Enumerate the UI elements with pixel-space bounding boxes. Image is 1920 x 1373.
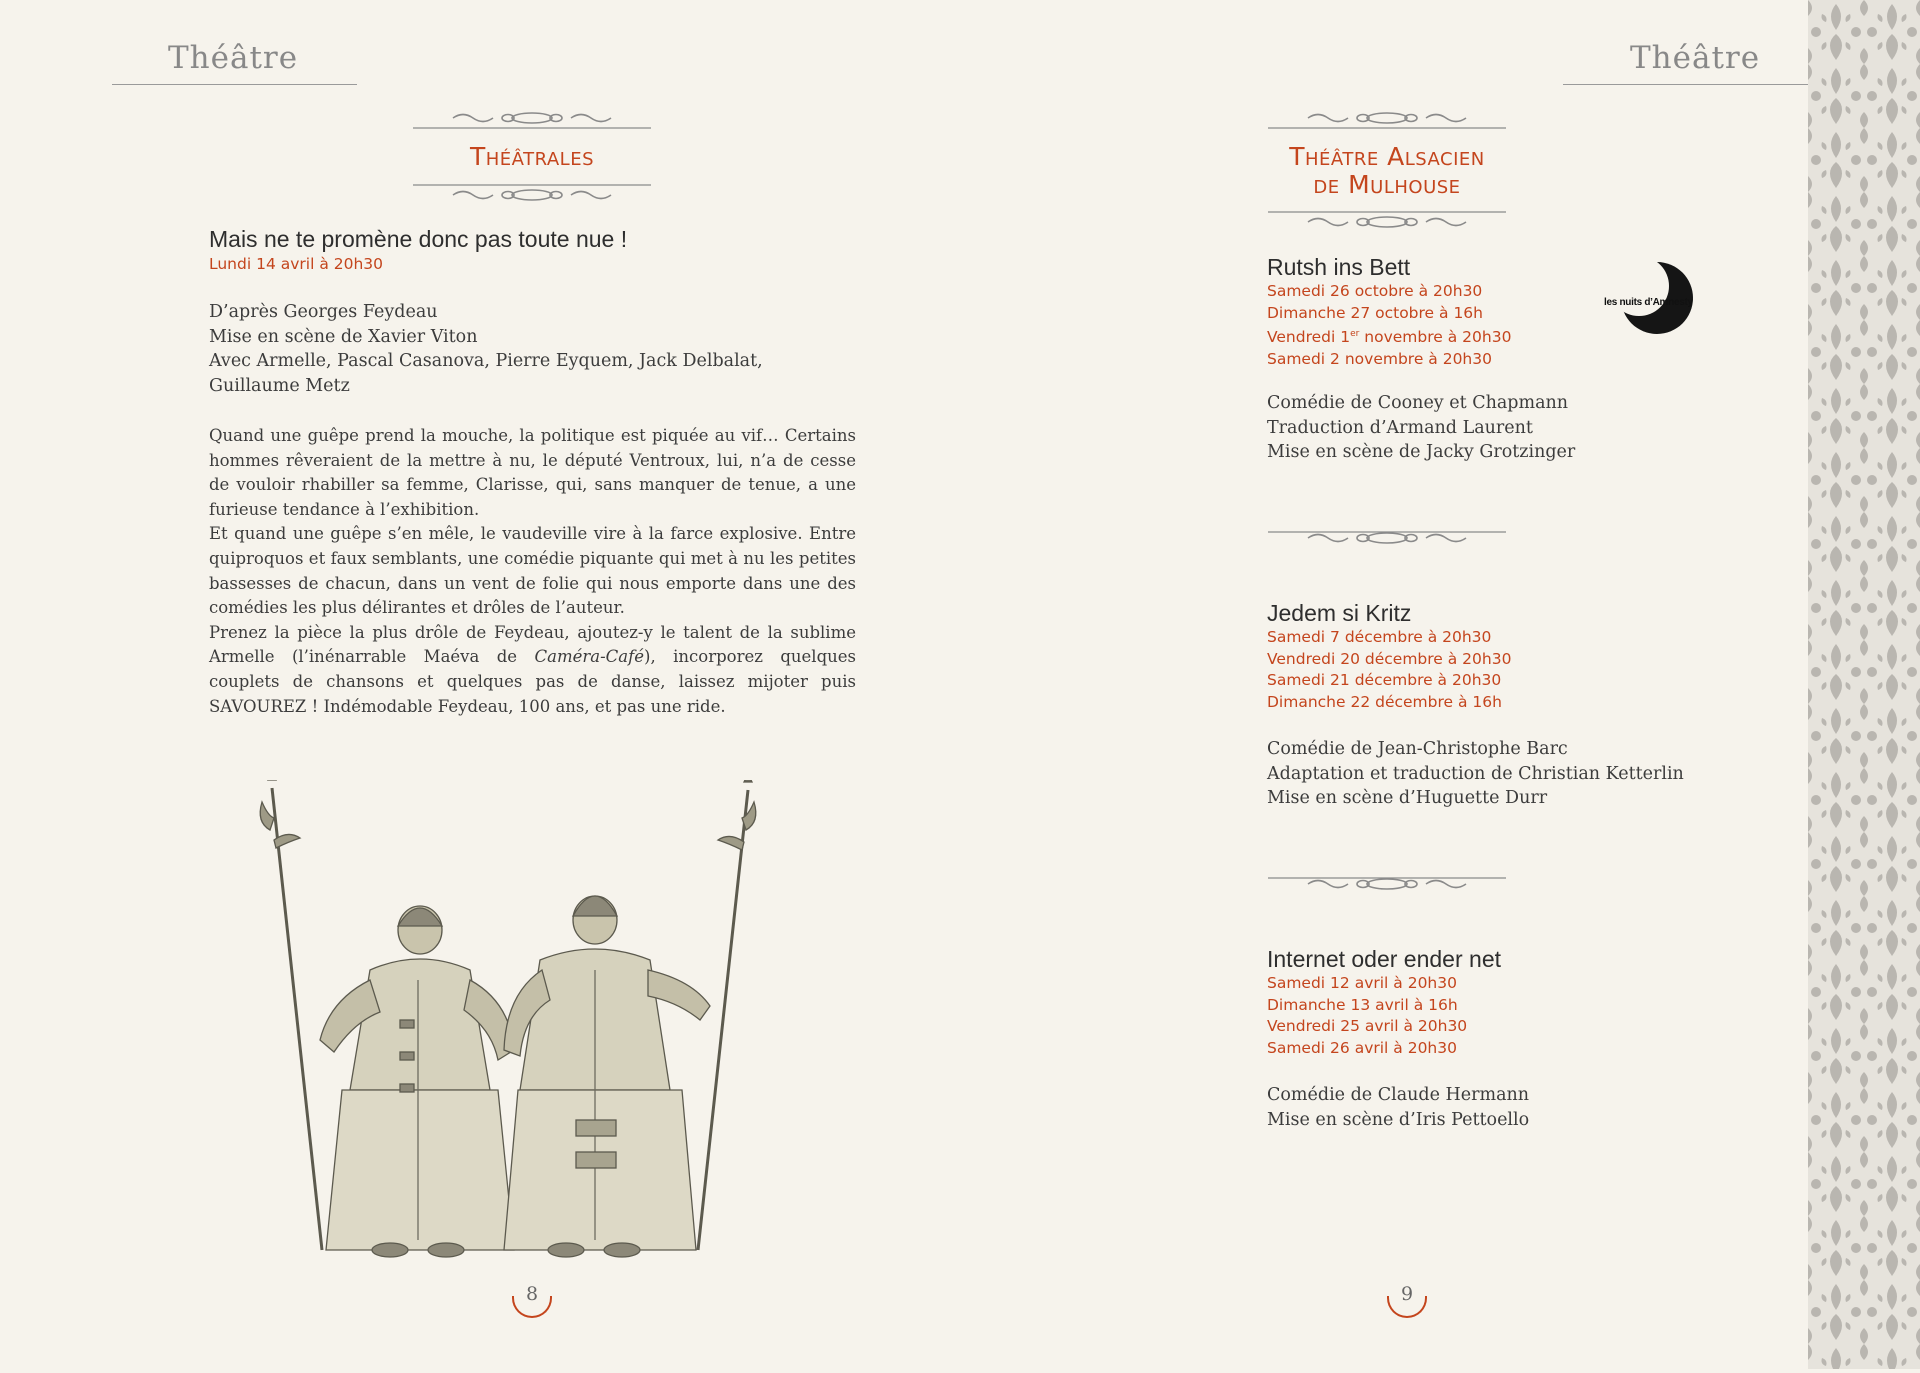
ornament-divider-top	[413, 110, 651, 132]
credit-line: Guillaume Metz	[209, 375, 350, 396]
show-date-line: Samedi 7 décembre à 20h30	[1267, 628, 1492, 646]
amnesty-logo-text: les nuits d’Amnesty	[1604, 297, 1693, 308]
show-date-line: Samedi 26 avril à 20h30	[1267, 1038, 1457, 1057]
credit-line: Mise en scène de Xavier Viton	[209, 326, 478, 347]
ornament-divider-bottom	[1268, 208, 1506, 230]
description-paragraph	[209, 621, 856, 719]
credit-line: Comédie de Cooney et Chapmann	[1267, 393, 1569, 413]
show-date-line: Samedi 26 octobre à 20h30	[1267, 282, 1483, 300]
amnesty-logo	[1604, 258, 1695, 336]
show-dates	[1267, 281, 1511, 370]
show-credits	[209, 300, 763, 398]
show-date-line: Dimanche 27 octobre à 16h	[1267, 303, 1483, 322]
section-title-line: Théâtre Alsacien	[1289, 142, 1485, 171]
section-title-theatre-alsacien	[1268, 143, 1506, 199]
show-title: Jedem si Kritz	[1267, 600, 1412, 626]
page-number-left: 8	[525, 1283, 539, 1305]
show-date-line	[1267, 324, 1511, 349]
show-date-line: Dimanche 13 avril à 16h	[1267, 995, 1458, 1014]
credit-line: Adaptation et traduction de Christian Ketterlin	[1267, 763, 1684, 784]
ornament-divider	[1268, 870, 1506, 892]
show-title: Internet oder ender net	[1267, 946, 1501, 972]
description-paragraph: Quand une guêpe prend la mouche, la politique est piquée au vif… Certains hommes rêveraient de la mettre à nu, le député Ventroux, lui, n’a de cesse de vouloir rhabiller sa femme, Clarisse, qui, sans manquer de tenue, a une furieuse tendance à l’exhibition.	[209, 426, 856, 519]
show-date-line: Dimanche 22 décembre à 16h	[1267, 692, 1502, 711]
show-dates	[1267, 627, 1511, 713]
date-superscript: er	[1350, 329, 1360, 339]
show-credits	[1267, 1083, 1529, 1132]
description-paragraph: Et quand une guêpe s’en mêle, le vaudeville vire à la farce explosive. Entre quiproquos et faux semblants, une comédie piquante qui met à nu les petites bassesses de chacun, dans un vent de folie qui nous emporte dans une des comédies les plus délirantes et drôles de l’auteur.	[209, 524, 856, 618]
date-text: Vendredi 1	[1267, 328, 1351, 347]
running-head-rule-right	[1563, 84, 1808, 85]
show-title: Mais ne te promène donc pas toute nue !	[209, 226, 628, 252]
show-credits	[1267, 391, 1575, 465]
credit-line: D’après Georges Feydeau	[209, 302, 438, 322]
description-text: Prenez la pièce la plus drôle de Feydeau, ajoutez-y le talent de la sublime Armelle (l’inénarrable Maéva de	[209, 622, 856, 667]
running-head-left: Théâtre	[168, 40, 299, 76]
ornament-divider-bottom	[413, 181, 651, 203]
description-text: ), incorporez quelques couplets de chansons et quelques pas de danse, laissez mijoter puis SAVOUREZ ! Indémodable Feydeau, 100 ans, et pas une ride.	[209, 647, 856, 716]
show-title: Rutsh ins Bett	[1267, 254, 1411, 280]
credit-line: Mise en scène d’Iris Pettoello	[1267, 1109, 1530, 1130]
credit-line: Avec Armelle, Pascal Casanova, Pierre Eyquem, Jack Delbalat,	[209, 351, 763, 372]
show-description	[209, 424, 856, 719]
damask-pattern-strip	[1808, 0, 1920, 1369]
page-number-right: 9	[1400, 1283, 1414, 1305]
description-italic: Caméra-Café	[534, 647, 645, 667]
show-date-line: Vendredi 20 décembre à 20h30	[1267, 649, 1512, 668]
show-date	[209, 254, 383, 276]
running-head-rule-left	[112, 84, 357, 85]
credit-line: Comédie de Jean-Christophe Barc	[1267, 739, 1568, 759]
right-page	[960, 0, 1920, 1369]
show-date-line: Samedi 12 avril à 20h30	[1267, 974, 1457, 992]
show-date-line: Samedi 2 novembre à 20h30	[1267, 349, 1492, 368]
left-page	[0, 0, 960, 1369]
guards-illustration	[250, 780, 770, 1260]
page-number-arc-left	[512, 1296, 552, 1318]
show-dates	[1267, 973, 1467, 1059]
date-text: novembre à 20h30	[1359, 328, 1512, 347]
show-credits	[1267, 737, 1684, 811]
show-date-line: Lundi 14 avril à 20h30	[209, 255, 384, 273]
show-date-line: Vendredi 25 avril à 20h30	[1267, 1017, 1468, 1035]
credit-line: Mise en scène de Jacky Grotzinger	[1267, 442, 1576, 463]
section-title-line: de Mulhouse	[1313, 170, 1461, 199]
running-head-right: Théâtre	[1630, 40, 1761, 76]
page-number-arc-right	[1387, 1296, 1427, 1318]
ornament-divider	[1268, 524, 1506, 546]
credit-line: Mise en scène d’Huguette Durr	[1267, 788, 1548, 809]
damask-pattern	[1808, 0, 1920, 1369]
credit-line: Traduction d’Armand Laurent	[1267, 417, 1533, 438]
credit-line: Comédie de Claude Hermann	[1267, 1085, 1530, 1105]
ornament-divider-top	[1268, 110, 1506, 132]
section-title-theatrales: Théâtrales	[469, 142, 594, 171]
show-date-line: Samedi 21 décembre à 20h30	[1267, 671, 1502, 689]
